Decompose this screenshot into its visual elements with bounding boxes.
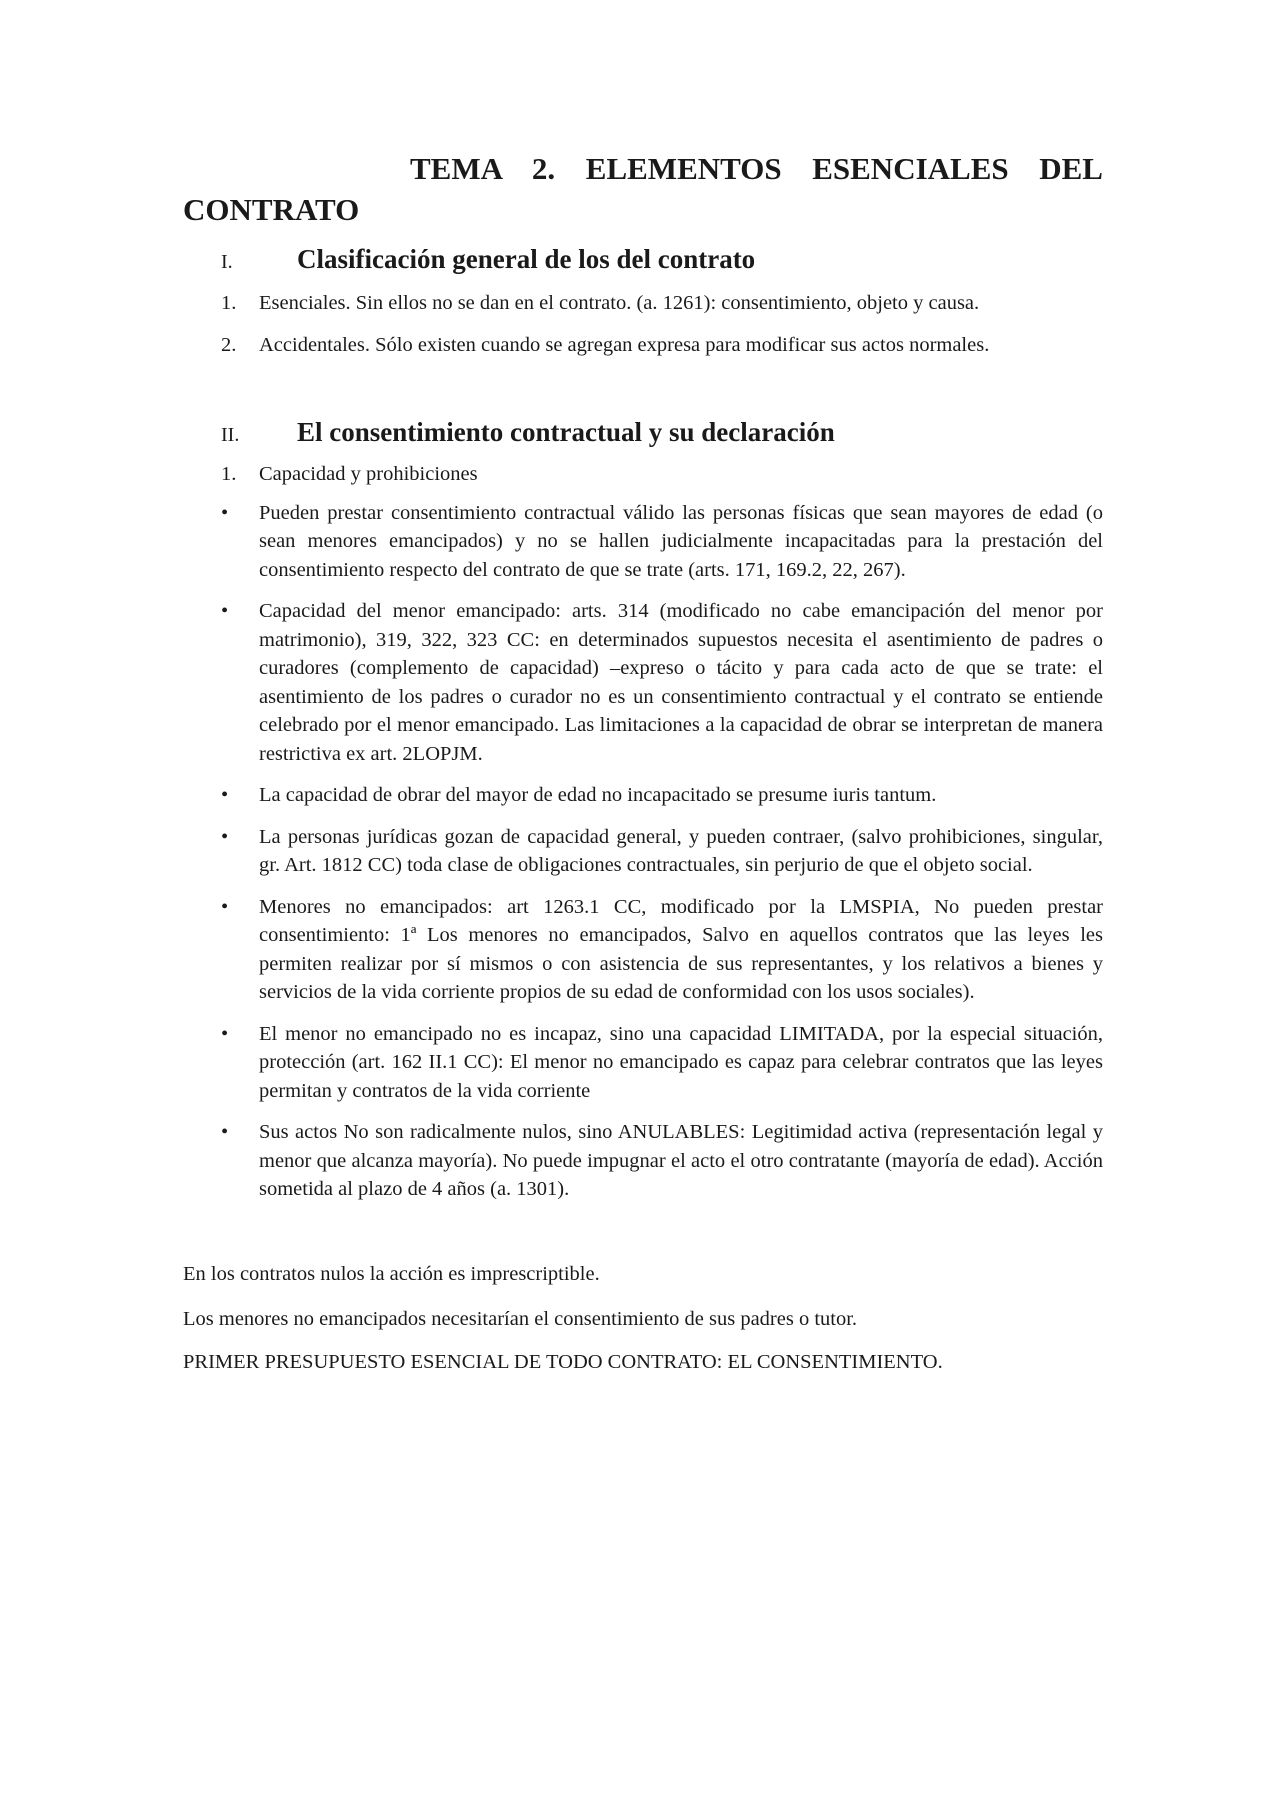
bullet-icon: • [221,895,229,918]
section-2-title: El consentimiento contractual y su declaración [297,417,835,447]
document-page [183,148,1103,1376]
bullet-item [183,1118,1103,1204]
bullet-icon: • [221,784,229,806]
list-marker: 1. [221,463,237,485]
bullet-icon: • [221,600,229,622]
document-title [183,148,1103,230]
bullet-item [183,823,1103,880]
bullet-item-text: La capacidad de obrar del mayor de edad no incapacitado se presume iuris tantum. [259,784,937,806]
bullet-item [183,893,1103,1007]
bullet-item-text: Capacidad del menor emancipado: arts. 314 (modificado no cabe emancipación del menor por matrimonio), 319, 322, 323 CC: en determinados supuestos necesita el asentimiento de padres o curadores (complemento de capacidad) –expreso o tácito y para cada acto de que se trate: el asentimiento de los padres o curador no es un consentimiento contractual y el contrato se entiende celebrado por el menor emancipado. Las limitaciones a la capacidad de obrar se interpretan de manera restrictiva ex art. 2LOPJM. [259,600,1103,765]
list-item-text: Esenciales. Sin ellos no se dan en el contrato. (a. 1261): consentimiento, objeto y causa. [259,292,980,314]
section-1-title: Clasificación general de los del contrato [297,244,756,274]
bullet-item-text: La personas jurídicas gozan de capacidad general, y pueden contraer, (salvo prohibiciones, singular, gr. Art. 1812 CC) toda clase de obligaciones contractuales, sin perjurio de que el objeto social. [259,825,1103,876]
bullet-icon: • [221,1022,229,1045]
closing-paragraph: En los contratos nulos la acción es imprescriptible. [183,1262,600,1285]
bullet-item [183,499,1103,585]
bullet-icon: • [221,1121,229,1143]
bullet-item [183,781,1103,810]
section-2-number: II. [221,424,240,446]
section-1-heading [183,244,1103,275]
title-line-1: TEMA 2. ELEMENTOS ESENCIALES DEL [410,151,1103,186]
bullet-icon: • [221,825,229,848]
bullet-item-text: Pueden prestar consentimiento contractual válido las personas físicas que sean mayores de edad (o sean menores emancipados) y no se hallen judicialmente incapacitadas para la prestación del consentimiento respecto del contrato de que se trate (arts. 171, 169.2, 22, 267). [259,501,1103,581]
closing-paragraph: PRIMER PRESUPUESTO ESENCIAL DE TODO CONTRATO: EL CONSENTIMIENTO. [183,1350,943,1373]
list-item-text: Accidentales. Sólo existen cuando se agregan expresa para modificar sus actos normales. [259,333,990,356]
list-marker: 2. [221,333,237,356]
bullet-item [183,1020,1103,1106]
section-1-number: I. [221,251,233,273]
title-line-2: CONTRATO [183,192,360,227]
list-item [183,331,1103,360]
list-item [183,289,1103,318]
bullet-item [183,597,1103,768]
bullet-icon: • [221,501,229,524]
closing-paragraph: Los menores no emancipados necesitarían el consentimiento de sus padres o tutor. [183,1308,858,1330]
list-item [183,460,1103,489]
bullet-item-text: El menor no emancipado no es incapaz, sino una capacidad LIMITADA, por la especial situación, protección (art. 162 II.1 CC): El menor no emancipado es capaz para celebrar contratos que las leyes permitan y contratos de la vida corriente [259,1022,1103,1102]
section-2-heading [183,417,1103,448]
bullet-item-text: Sus actos No son radicalmente nulos, sino ANULABLES: Legitimidad activa (representación legal y menor que alcanza mayoría). No puede impugnar el acto el otro contratante (mayoría de edad). Acción sometida al plazo de 4 años (a. 1301). [259,1121,1103,1200]
list-item-text: Capacidad y prohibiciones [259,463,478,485]
list-marker: 1. [221,292,237,314]
bullet-item-text: Menores no emancipados: art 1263.1 CC, modificado por la LMSPIA, No pueden prestar consentimiento: 1ª Los menores no emancipados, Salvo en aquellos contratos que las leyes les permiten realizar por sí mismos o con asistencia de sus representantes, y los relativos a bienes y servicios de la vida corriente propios de su edad de conformidad con los usos sociales). [259,895,1103,1003]
